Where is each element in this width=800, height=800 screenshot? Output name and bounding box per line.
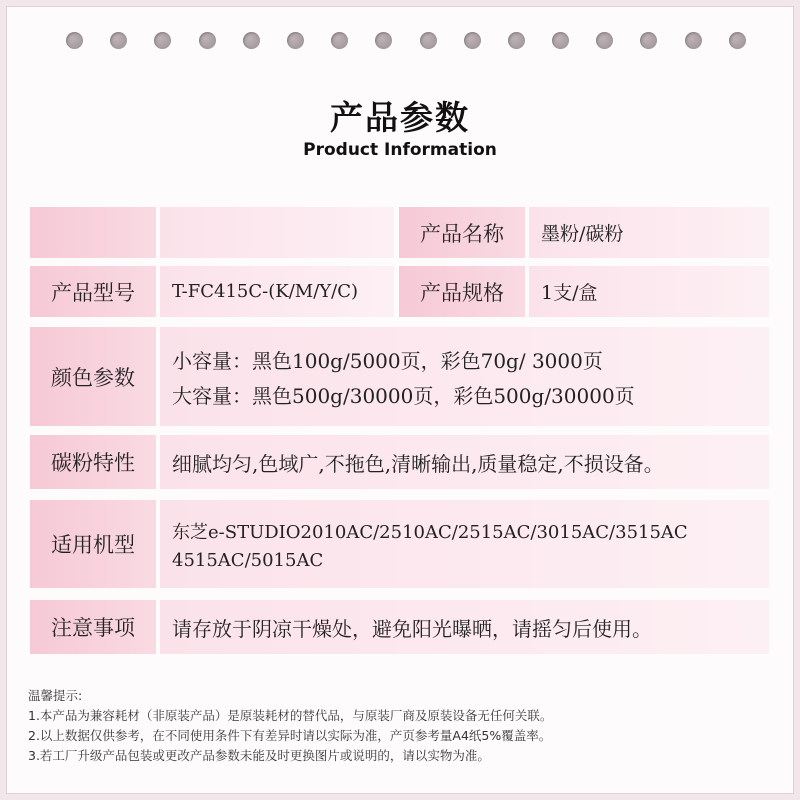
binder-hole: [331, 32, 348, 49]
tip-2: 2.以上数据仅供参考，在不同使用条件下有差异时请以实际为准，产页参考量A4纸5%覆盖率。: [28, 728, 552, 743]
compat-line-1: 东芝e-STUDIO2010AC/2510AC/2515AC/3015AC/3515AC: [172, 521, 688, 543]
color-line-large: 大容量：黑色500g/30000页，彩色500g/30000页: [172, 383, 635, 408]
binder-hole: [508, 32, 525, 49]
color-value: [160, 327, 769, 426]
color-label: 颜色参数: [30, 327, 156, 426]
brand-label: [30, 207, 156, 258]
binder-hole: [464, 32, 481, 49]
binder-hole: [420, 32, 437, 49]
binder-hole: [596, 32, 613, 49]
color-line-small: 小容量：黑色100g/5000页，彩色70g/ 3000页: [172, 348, 603, 373]
spec-label: 产品规格: [399, 266, 525, 317]
name-label: 产品名称: [399, 207, 525, 258]
notice-value: 请存放于阴凉干燥处，避免阳光曝晒，请摇匀后使用。: [160, 600, 769, 654]
model-label: 产品型号: [30, 266, 156, 317]
compat-label: 适用机型: [30, 500, 156, 588]
page-title: 产品参数: [330, 98, 470, 137]
feature-value: 细腻均匀,色域广,不拖色,清晰输出,质量稳定,不损设备。: [160, 435, 769, 489]
binder-hole: [640, 32, 657, 49]
binder-hole: [552, 32, 569, 49]
name-value: 墨粉/碳粉: [529, 207, 769, 258]
binder-hole: [199, 32, 216, 49]
tips-section: [28, 686, 778, 766]
binder-hole: [66, 32, 83, 49]
binder-hole: [729, 32, 746, 49]
binder-hole: [110, 32, 127, 49]
binder-hole: [154, 32, 171, 49]
compat-line-2: 4515AC/5015AC: [172, 549, 324, 571]
tip-1: 1.本产品为兼容耗材（非原装产品）是原装耗材的替代品，与原装厂商及原装设备无任何关联。: [28, 708, 553, 723]
binder-holes: [66, 32, 746, 52]
spec-value: 1支/盒: [529, 266, 769, 317]
binder-hole: [685, 32, 702, 49]
binder-hole: [287, 32, 304, 49]
compat-value: [160, 500, 769, 588]
feature-label: 碳粉特性: [30, 435, 156, 489]
binder-hole: [243, 32, 260, 49]
tips-heading: 温馨提示:: [28, 688, 83, 703]
page-subtitle: Product Information: [303, 140, 497, 160]
tip-3: 3.若工厂升级产品包装或更改产品参数未能及时更换图片或说明的，请以实物为准。: [28, 748, 490, 763]
model-value: T-FC415C-(K/M/Y/C): [160, 266, 394, 317]
notice-label: 注意事项: [30, 600, 156, 654]
brand-value: [160, 207, 394, 258]
binder-hole: [375, 32, 392, 49]
